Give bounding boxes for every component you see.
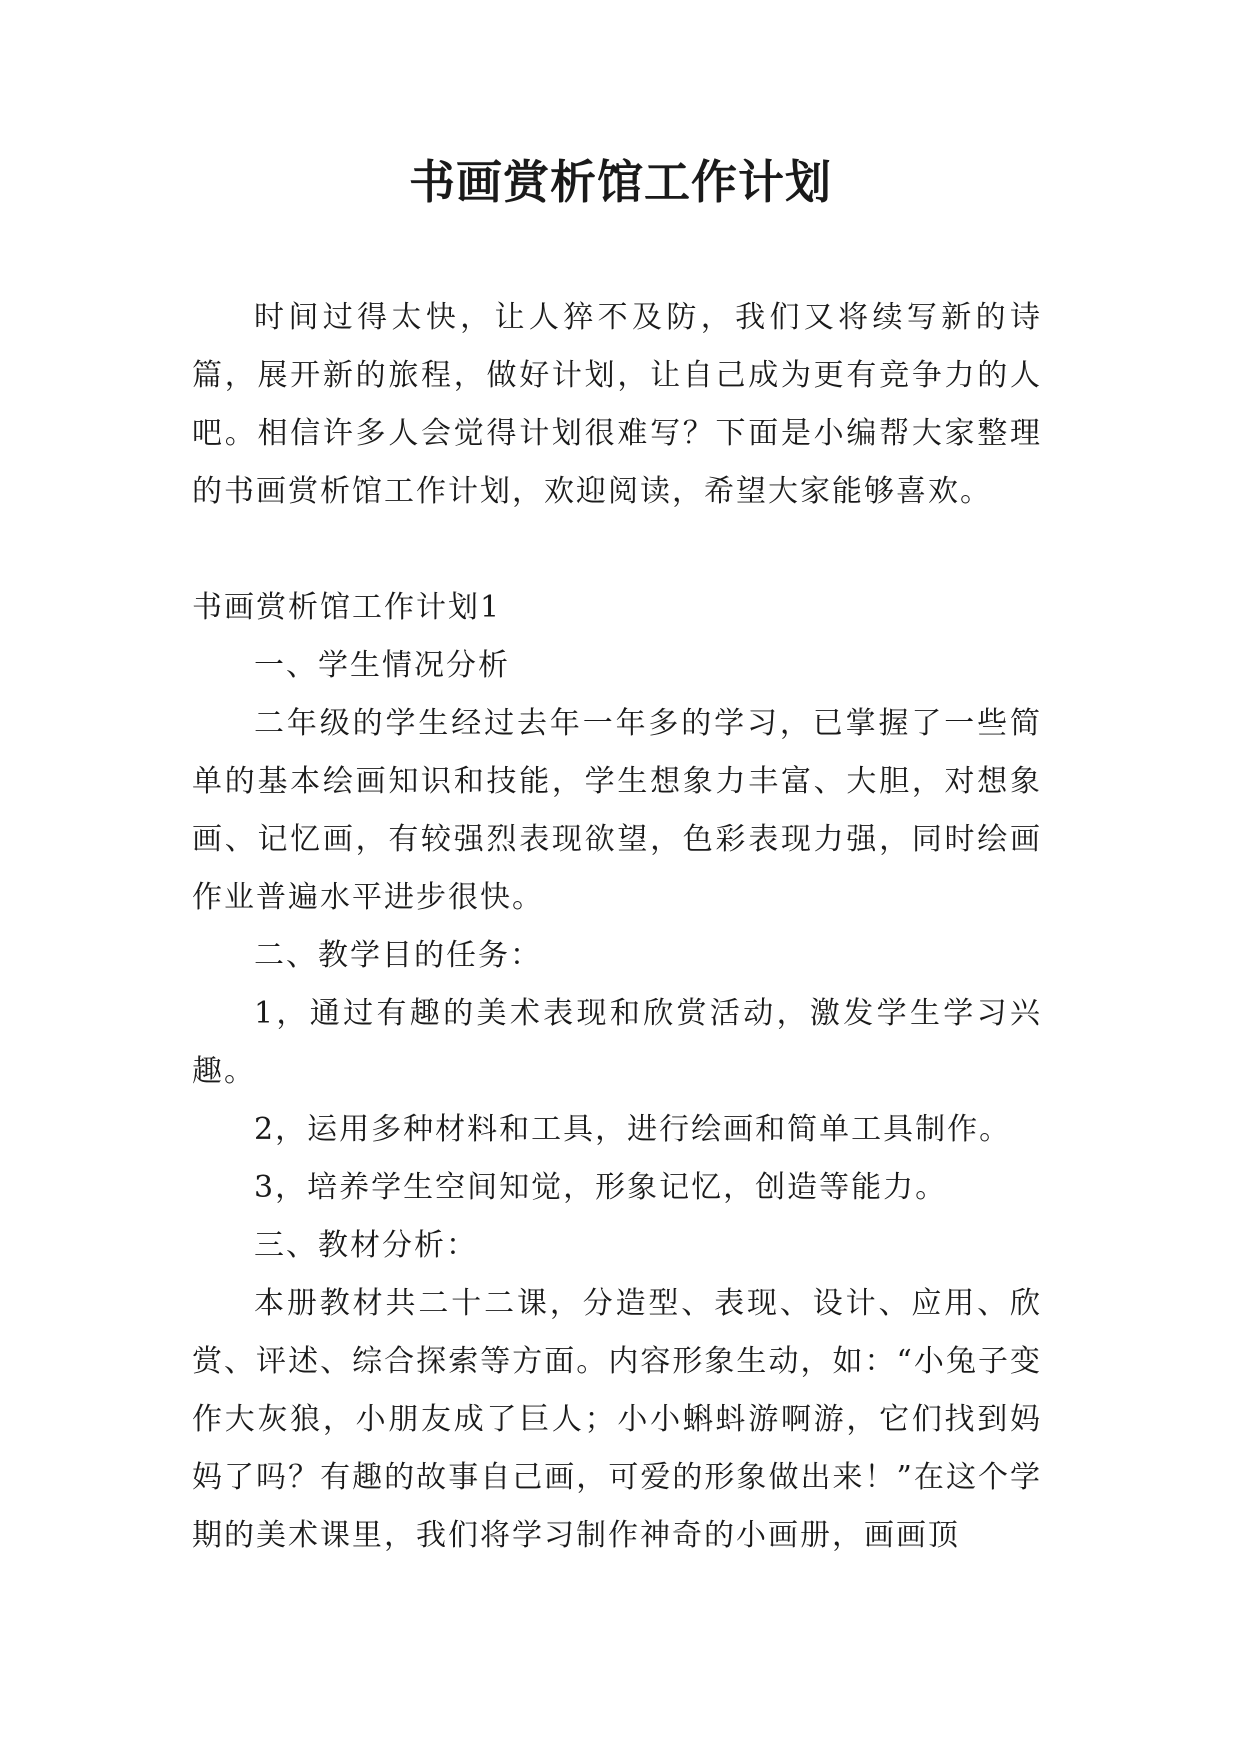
paragraph-textbook-analysis: 本册教材共二十二课，分造型、表现、设计、应用、欣赏、评述、综合探索等方面。内容形象生动，如：“小兔子变作大灰狼，小朋友成了巨人；小小蝌蚪游啊游，它们找到妈妈了吗？有趣的故事自己画，可爱的形象做出来！”在这个学期的美术课里，我们将学习制作神奇的小画册，画画顶 — [192, 1286, 1042, 1553]
paragraph-student-analysis: 二年级的学生经过去年一年多的学习，已掌握了一些简单的基本绘画知识和技能，学生想象力丰富、大胆，对想象画、记忆画，有较强烈表现欲望，色彩表现力强，同时绘画作业普遍水平进步很快。 — [192, 706, 1042, 915]
heading-teaching-goals: 二、教学目的任务： — [254, 938, 542, 973]
document-body — [192, 289, 1042, 1565]
heading-textbook-analysis: 三、教材分析： — [254, 1228, 478, 1263]
goal-item-2: 2，运用多种材料和工具，进行绘画和简单工具制作。 — [254, 1112, 1012, 1147]
paragraph-spacer — [192, 521, 1042, 579]
heading-student-analysis: 一、学生情况分析 — [254, 648, 510, 683]
intro-paragraph: 时间过得太快，让人猝不及防，我们又将续写新的诗篇，展开新的旅程，做好计划，让自己成为更有竞争力的人吧。相信许多人会觉得计划很难写？下面是小编帮大家整理的书画赏析馆工作计划，欢迎阅读，希望大家能够喜欢。 — [192, 300, 1042, 509]
goal-item-1: 1，通过有趣的美术表现和欣赏活动，激发学生学习兴趣。 — [192, 996, 1042, 1089]
section-title: 书画赏析馆工作计划1 — [192, 590, 502, 625]
goal-item-3: 3，培养学生空间知觉，形象记忆，创造等能力。 — [254, 1170, 948, 1205]
document-title: 书画赏析馆工作计划 — [409, 155, 832, 209]
